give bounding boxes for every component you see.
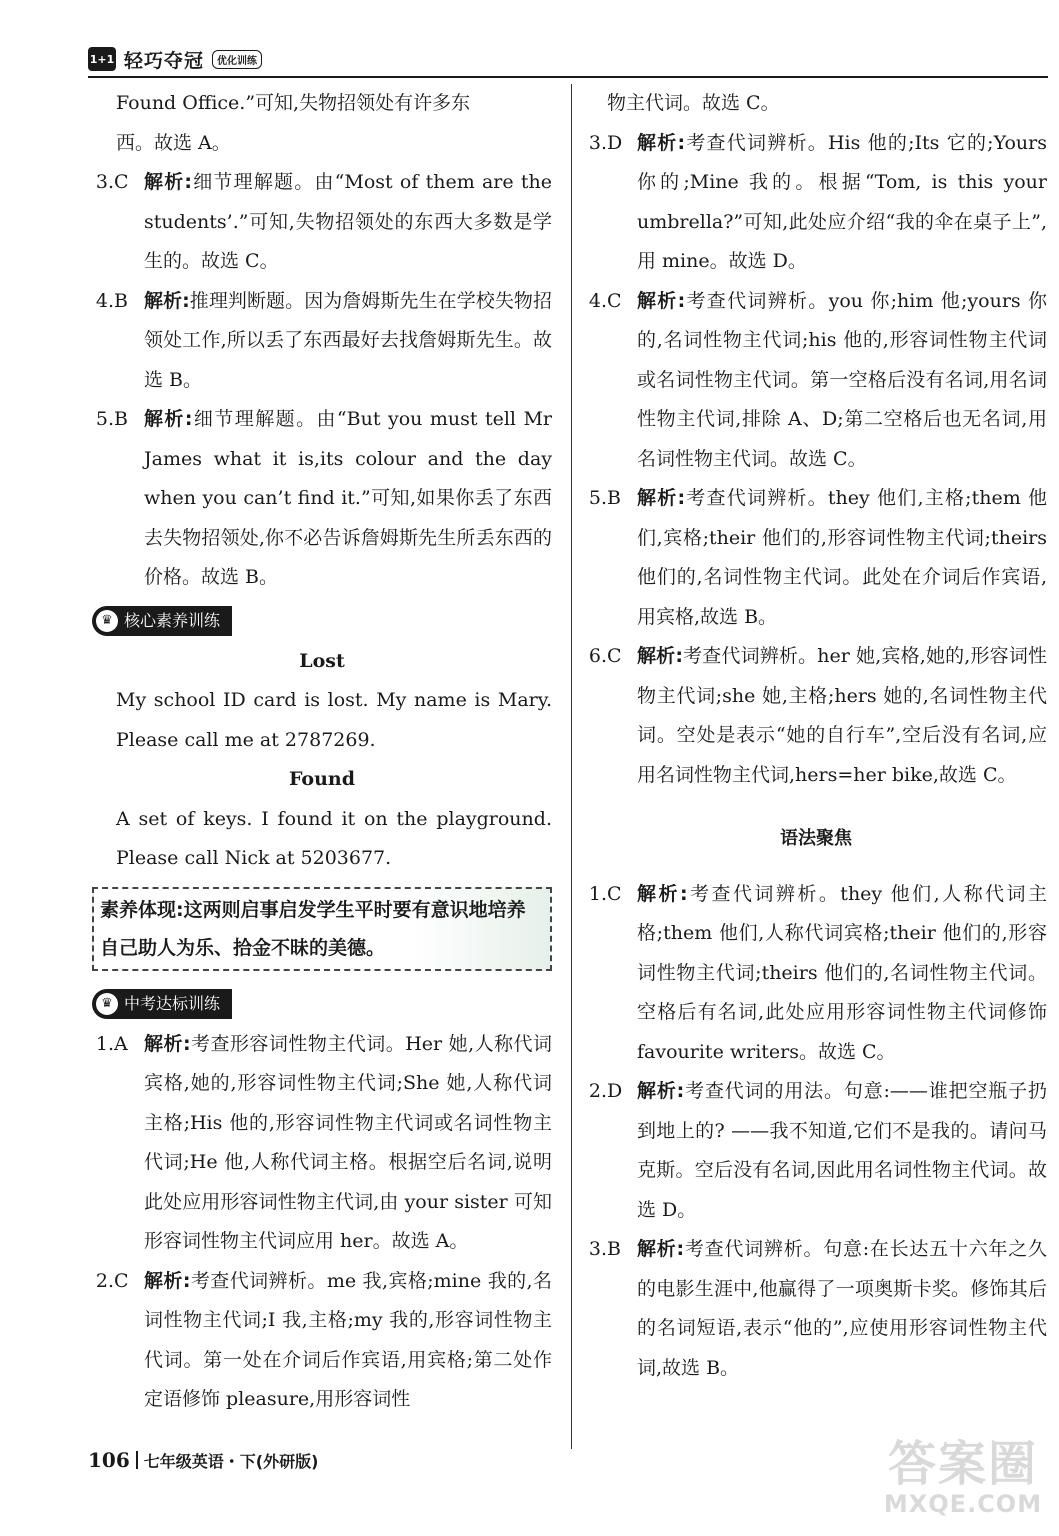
watermark-logo [879, 1426, 1047, 1530]
item-body [637, 637, 1047, 795]
item-number: 1. [588, 882, 607, 905]
book-title: 七年级英语・下(外研版) [143, 1452, 319, 1471]
quality-note-box [92, 887, 552, 971]
item-number: 4. [588, 289, 607, 312]
analysis-label: 解析: [144, 1269, 191, 1292]
continuation-line: 物主代词。故选 C。 [607, 92, 780, 114]
quality-note-lead: 素养体现: [100, 898, 184, 921]
section-title: 中考达标训练 [124, 993, 221, 1013]
item-answer: B [114, 408, 128, 430]
analysis-text: 考查代词辨析。they 他们,主格;them 他们,宾格;their 他们的,形容词性物主代词;theirs 他们的,名词性物主代词。此处在介词后作宾语,用宾格,故选 B。 [637, 487, 1047, 628]
analysis-text: 细节理解题。由“Most of them are the students’.”可知,失物招领处的东西大多数是学生的。故选 C。 [144, 171, 552, 272]
analysis-text: 考查代词的用法。句意:——谁把空瓶子扔到地上的? ——我不知道,它们不是我的。请问马克斯。空后没有名词,因此用名词性物主代词。故选 D。 [637, 1080, 1047, 1221]
item-body [144, 400, 552, 598]
crown-icon: ♛ [96, 993, 118, 1015]
item-number: 3. [588, 131, 607, 154]
item-answer: C [607, 289, 622, 312]
analysis-label: 解析: [637, 1238, 685, 1260]
answer-item [585, 124, 1047, 282]
item-answer: C [114, 1269, 129, 1292]
item-body [637, 1230, 1047, 1388]
item-number: 5. [95, 408, 114, 430]
section-badge-exam [92, 989, 232, 1019]
brand-subtitle: 优化训练 [212, 50, 262, 69]
answer-item [92, 163, 552, 282]
page-number: 106 [88, 1448, 130, 1472]
column-divider [571, 84, 572, 1449]
notice-title-lost: Lost [299, 649, 345, 672]
item-answer: C [607, 882, 622, 905]
continuation-line: 西。故选 A。 [116, 131, 231, 154]
header-rule [88, 76, 1048, 78]
item-number: 3. [95, 171, 114, 193]
item-answer: D [607, 131, 623, 154]
section-heading-grammar: 语法聚焦 [780, 828, 852, 849]
analysis-label: 解析: [144, 289, 190, 312]
item-number: 2. [588, 1080, 607, 1102]
answer-item [585, 637, 1047, 795]
answer-item [92, 1262, 552, 1420]
notice-text-found: A set of keys. I found it on the playground. Please call Nick at 5203677. [116, 807, 552, 869]
item-body [637, 875, 1047, 1073]
answer-item [585, 875, 1047, 1073]
answer-item [585, 282, 1047, 480]
analysis-label: 解析: [144, 171, 193, 193]
analysis-label: 解析: [144, 408, 193, 430]
item-answer: D [607, 1080, 623, 1102]
item-answer: C [114, 171, 129, 193]
item-body [637, 282, 1047, 480]
analysis-text: 推理判断题。因为詹姆斯先生在学校失物招领处工作,所以丢了东西最好去找詹姆斯先生。故选 B。 [144, 289, 552, 391]
analysis-text: 考查形容词性物主代词。Her 她,人称代词宾格,她的,形容词性物主代词;She 她,人称代词主格;His 他的,形容词性物主代词或名词性物主代词;He 他,人称代词主格。根据空后名词,说明此处应用形容词性物主代词,由 your sister 可知形容词性物主代词应用 her。故选 A。 [144, 1032, 552, 1252]
analysis-label: 解析: [637, 882, 688, 905]
quality-note-text: 这两则启事启发学生平时要有意识地培养自己助人为乐、拾金不昧的美德。 [100, 898, 526, 959]
item-body [144, 163, 552, 282]
answer-item [92, 400, 552, 598]
analysis-label: 解析: [637, 289, 686, 312]
watermark-text: 答案圈 [887, 1436, 1038, 1492]
analysis-text: 考查代词辨析。her 她,宾格,她的,形容词性物主代词;she 她,主格;hers 她的,名词性物主代词。空处是表示“她的自行车”,空后没有名词,应用名词性物主代词,hers=her bike,故选 C。 [637, 645, 1047, 786]
analysis-text: 考查代词辨析。句意:在长达五十六年之久的电影生涯中,他赢得了一项奥斯卡奖。修饰其后的名词短语,表示“他的”,应使用形容词性物主代词,故选 B。 [637, 1238, 1047, 1379]
item-answer: B [607, 1238, 621, 1260]
answer-item [585, 479, 1047, 637]
item-answer: B [607, 487, 621, 509]
section-badge-core [92, 606, 232, 636]
item-body [144, 1025, 552, 1262]
item-number: 5. [588, 487, 607, 509]
left-column [92, 84, 552, 1420]
item-body [637, 124, 1047, 282]
item-body [637, 479, 1047, 637]
answer-item [92, 1025, 552, 1262]
item-body [637, 1072, 1047, 1230]
notice-text-lost: My school ID card is lost. My name is Mary. Please call me at 2787269. [116, 689, 552, 751]
page-footer [88, 1448, 318, 1472]
analysis-label: 解析: [637, 131, 686, 154]
brand-title: 轻巧夺冠 [124, 49, 205, 72]
analysis-text: 考查代词辨析。His 他的;Its 它的;Yours 你的;Mine 我的。根据“Tom, is this your umbrella?”可知,此处应介绍“我的伞在桌子上”,用 mine。故选 D。 [637, 131, 1047, 272]
analysis-label: 解析: [637, 645, 683, 667]
analysis-text: 考查代词辨析。me 我,宾格;mine 我的,名词性物主代词;I 我,主格;my 我的,形容词性物主代词。第一处在介词后作宾语,用宾格;第二处作定语修饰 pleasure,用形容词性 [144, 1269, 552, 1410]
item-answer: C [607, 645, 622, 667]
footer-divider [136, 1451, 138, 1469]
item-body [144, 282, 552, 401]
answer-item [92, 282, 552, 401]
brand-logo-icon: 1+1 [88, 47, 116, 71]
item-answer: B [114, 289, 128, 312]
section-title: 核心素养训练 [124, 610, 221, 630]
analysis-text: 考查代词辨析。you 你;him 他;yours 你的,名词性物主代词;his 他的,形容词性物主代词或名词性物主代词。第一空格后没有名词,用名词性物主代词,排除 A、D;第二空格后也无名词,用名词性物主代词。故选 C。 [637, 289, 1047, 470]
item-number: 2. [95, 1269, 114, 1292]
notice-title-found: Found [288, 768, 356, 790]
analysis-text: 考查代词辨析。they 他们,人称代词主格;them 他们,人称代词宾格;their 他们的,形容词性物主代词;theirs 他们的,名词性物主代词。空格后有名词,此处应用形容词性物主代词修饰 favourite writers。故选 C。 [637, 882, 1047, 1063]
page-header [88, 44, 988, 74]
item-number: 1. [95, 1032, 114, 1055]
crown-icon: ♛ [96, 610, 118, 632]
answer-item [585, 1230, 1047, 1388]
item-answer: A [114, 1032, 128, 1055]
item-number: 4. [95, 289, 114, 312]
item-body [144, 1262, 552, 1420]
analysis-label: 解析: [144, 1032, 191, 1055]
answer-item [585, 1072, 1047, 1230]
item-number: 6. [588, 645, 607, 667]
analysis-text: 细节理解题。由“But you must tell Mr James what it is,its colour and the day when you can’t find it.”可知,如果你丢了东西去失物招领处,你不必告诉詹姆斯先生所丢东西的价格。故选 B。 [144, 408, 552, 588]
item-number: 3. [588, 1238, 607, 1260]
watermark-url: MXQE.COM [883, 1490, 1043, 1518]
analysis-label: 解析: [637, 487, 686, 509]
analysis-label: 解析: [637, 1080, 685, 1102]
continuation-line: Found Office.”可知,失物招领处有许多东 [116, 92, 471, 114]
right-column [585, 84, 1047, 1388]
